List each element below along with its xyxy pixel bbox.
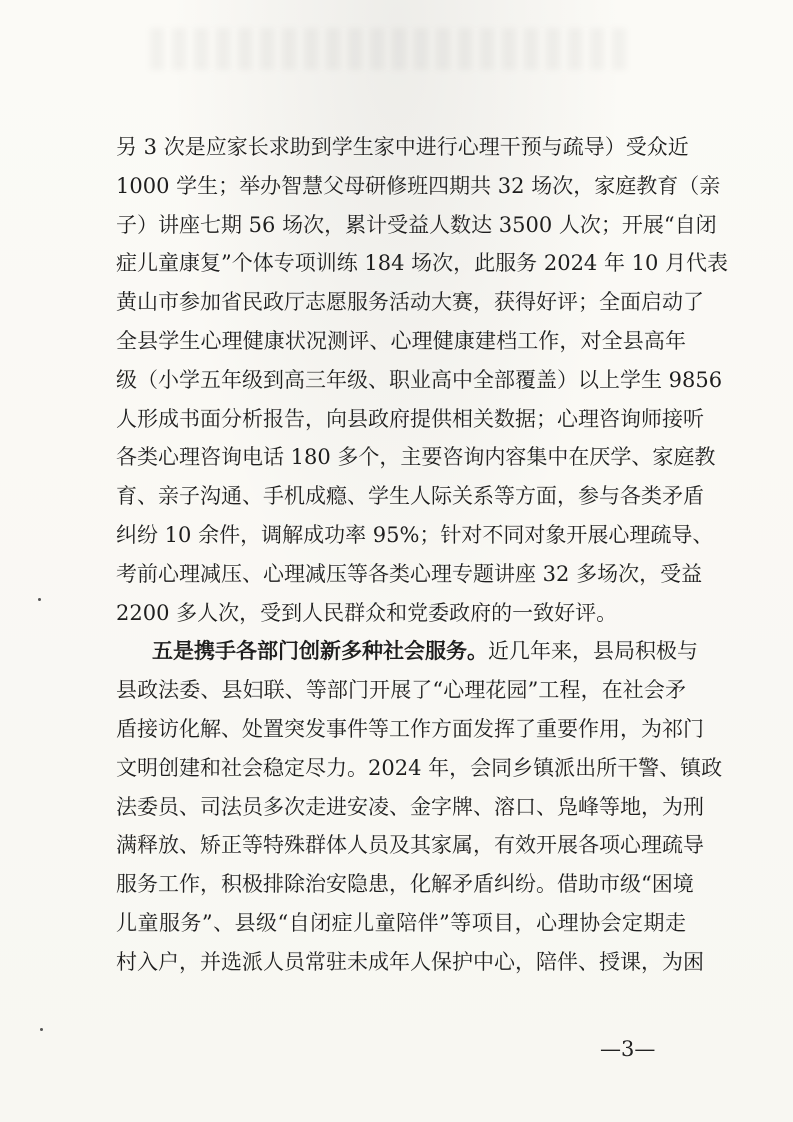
paragraph-line: 子）讲座七期 56 场次，累计受益人数达 3500 人次；开展“自闭 xyxy=(116,212,717,237)
paragraph-line: 1000 学生；举办智慧父母研修班四期共 32 场次，家庭教育（亲 xyxy=(116,173,721,198)
paragraph-line: 盾接访化解、处置突发事件等工作方面发挥了重要作用，为祁门 xyxy=(116,716,704,741)
paragraph-line: 文明创建和社会稳定尽力。2024 年，会同乡镇派出所干警、镇政 xyxy=(116,755,723,780)
section-heading: 五是携手各部门创新多种社会服务。 xyxy=(152,638,488,664)
paragraph-line: 县政法委、县妇联、等部门开展了“心理花园”工程，在社会矛 xyxy=(116,678,686,703)
body-text xyxy=(116,128,729,982)
scan-bleed-through xyxy=(150,28,630,70)
paragraph-line: 村入户，并选派人员常驻未成年人保护中心，陪伴、授课，为困 xyxy=(116,949,704,974)
paragraph-line: 法委员、司法员多次走进安凌、金字牌、溶口、凫峰等地，为刑 xyxy=(116,794,704,819)
paragraph-line: 人形成书面分析报告，向县政府提供相关数据；心理咨询师接听 xyxy=(116,406,704,431)
page-number: —3— xyxy=(600,1037,656,1061)
paragraph-line: 满释放、矫正等特殊群体人员及其家属，有效开展各项心理疏导 xyxy=(116,833,704,858)
paragraph-text: 近几年来，县局积极与 xyxy=(488,639,698,664)
paragraph-line: 育、亲子沟通、手机成瘾、学生人际关系等方面，参与各类矛盾 xyxy=(116,484,704,509)
paragraph-line: 考前心理减压、心理减压等各类心理专题讲座 32 多场次，受益 xyxy=(116,561,703,586)
paragraph-line: 全县学生心理健康状况测评、心理健康建档工作，对全县高年 xyxy=(116,328,686,353)
paragraph-line: 级（小学五年级到高三年级、职业高中全部覆盖）以上学生 9856 xyxy=(116,367,723,392)
paragraph-line: 服务工作，积极排除治安隐患，化解矛盾纠纷。借助市级“困境 xyxy=(116,872,694,897)
paragraph-line: 儿童服务”、县级“自闭症儿童陪伴”等项目，心理协会定期走 xyxy=(116,910,686,935)
paragraph-first-line xyxy=(116,632,698,671)
paragraph-line: 各类心理咨询电话 180 多个，主要咨询内容集中在厌学、家庭教 xyxy=(116,445,716,470)
scan-speck xyxy=(40,1028,43,1031)
scan-speck xyxy=(38,598,41,601)
paragraph-last-line: 2200 多人次，受到人民群众和党委政府的一致好评。 xyxy=(116,600,618,625)
paragraph-line: 另 3 次是应家长求助到学生家中进行心理干预与疏导）受众近 xyxy=(116,135,689,159)
paragraph-line: 症儿童康复”个体专项训练 184 场次，此服务 2024 年 10 月代表 xyxy=(116,251,729,276)
paragraph-line: 纠纷 10 余件，调解成功率 95%；针对不同对象开展心理疏导、 xyxy=(116,522,714,547)
paragraph-line: 黄山市参加省民政厅志愿服务活动大赛，获得好评；全面启动了 xyxy=(116,290,704,315)
